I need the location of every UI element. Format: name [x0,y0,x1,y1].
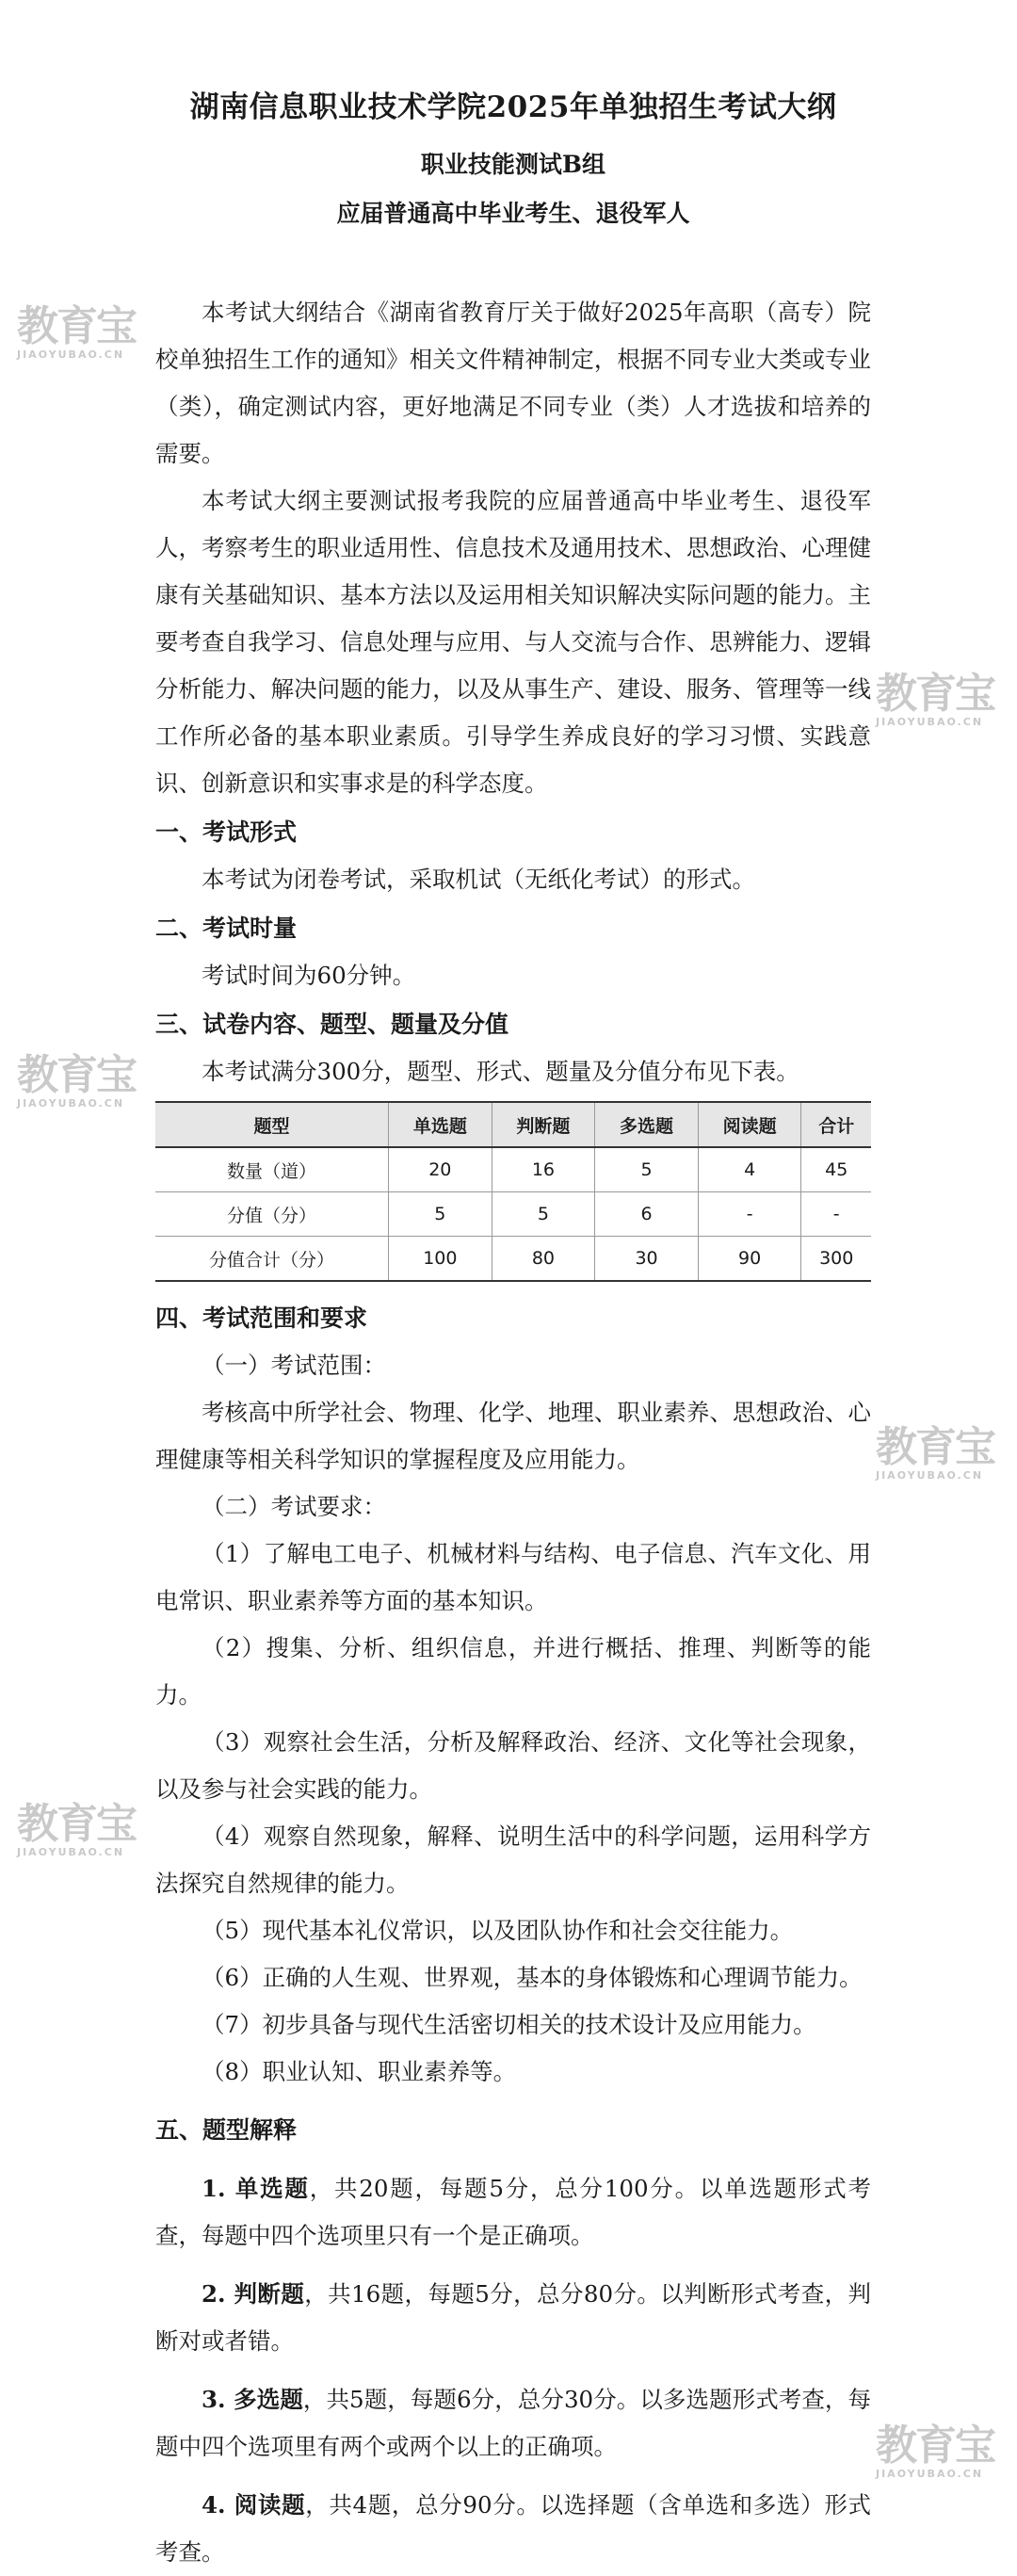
section-text: 考试时间为60分钟。 [202,962,416,989]
question-type-text: ，共16题，每题5分，总分80分。以判断形式考查，判断对或者错。 [155,2280,872,2355]
table-row [155,1147,871,1192]
document-title: 湖南信息职业技术学院2025年单独招生考试大纲 [189,90,837,124]
table-cell: - [698,1192,801,1237]
table-cell: 5 [389,1192,492,1237]
table-header-cell: 题型 [155,1102,389,1147]
question-type-item [155,2271,871,2365]
table-cell: 90 [698,1237,801,1282]
question-type-item [155,2482,871,2576]
subsection-label: （二）考试要求： [202,1493,386,1520]
table-cell: 6 [595,1192,699,1237]
section-text: 本考试满分300分，题型、形式、题量及分值分布见下表。 [202,1058,799,1085]
table-cell: 4 [698,1147,801,1192]
table-cell: 分值合计（分） [155,1237,389,1282]
table-cell: 16 [492,1147,595,1192]
document-page [155,83,871,2576]
question-type-label: 3. 多选题 [202,2386,303,2413]
table-cell: 5 [595,1147,699,1192]
question-type-text: ，共20题，每题5分，总分100分。以单选题形式考查，每题中四个选项里只有一个是正确项。 [155,2175,872,2249]
requirement-item: （8）职业认知、职业素养等。 [202,2058,517,2085]
section-text: 本考试为闭卷考试，采取机试（无纸化考试）的形式。 [202,866,755,893]
table-cell: - [801,1192,871,1237]
question-type-item [155,2376,871,2471]
table-cell: 20 [389,1147,492,1192]
table-cell: 5 [492,1192,595,1237]
watermark-logo: 教育宝 JIAOYUBAO.CN [17,1051,136,1110]
section-heading: 五、题型解释 [155,2116,298,2144]
table-cell: 数量（道） [155,1147,389,1192]
requirement-item: （7）初步具备与现代生活密切相关的技术设计及应用能力。 [202,2011,816,2038]
requirement-item: （4）观察自然现象，解释、说明生活中的科学问题，运用科学方法探究自然规律的能力。 [155,1823,871,1897]
table-header-cell: 阅读题 [698,1102,801,1147]
requirement-item: （6）正确的人生观、世界观，基本的身体锻炼和心理调节能力。 [202,1964,863,1991]
table-header-cell: 判断题 [492,1102,595,1147]
question-type-text: ，共4题，总分90分。以选择题（含单选和多选）形式考查。 [155,2491,871,2566]
section-text: 考核高中所学社会、物理、化学、地理、职业素养、思想政治、心理健康等相关科学知识的掌握程度及应用能力。 [155,1399,871,1473]
table-row [155,1237,871,1282]
table-cell: 45 [801,1147,871,1192]
document-audience: 应届普通高中毕业考生、退役军人 [336,200,690,227]
table-cell: 分值（分） [155,1192,389,1237]
question-type-label: 2. 判断题 [202,2280,305,2308]
document-subtitle: 职业技能测试B组 [420,151,606,178]
watermark-logo: 教育宝 JIAOYUBAO.CN [17,1800,136,1858]
question-type-label: 4. 阅读题 [202,2491,306,2519]
subsection-label: （一）考试范围： [202,1352,386,1379]
watermark-logo: 教育宝 JIAOYUBAO.CN [876,1423,994,1482]
section-heading: 一、考试形式 [155,818,298,846]
score-table [155,1101,871,1282]
intro-paragraph: 本考试大纲主要测试报考我院的应届普通高中毕业考生、退役军人，考察考生的职业适用性、信息技术及通用技术、思想政治、心理健康有关基础知识、基本方法以及运用相关知识解决实际问题的能力。主要考查自我学习、信息处理与应用、与人交流与合作、思辨能力、逻辑分析能力、解决问题的能力，以及从事生产、建设、服务、管理等一线工作所必备的基本职业素质。引导学生养成良好的学习习惯、实践意识、创新意识和实事求是的科学态度。 [155,487,871,797]
question-type-item [155,2165,871,2260]
intro-paragraph: 本考试大纲结合《湖南省教育厅关于做好2025年高职（高专）院校单独招生工作的通知》相关文件精神制定，根据不同专业大类或专业（类），确定测试内容，更好地满足不同专业（类）人才选拔和培养的需要。 [155,299,871,467]
watermark-logo: 教育宝 JIAOYUBAO.CN [17,302,136,361]
watermark-logo: 教育宝 JIAOYUBAO.CN [876,670,994,728]
requirement-item: （1）了解电工电子、机械材料与结构、电子信息、汽车文化、用电常识、职业素养等方面的基本知识。 [155,1540,871,1614]
table-header-row [155,1102,871,1147]
table-cell: 80 [492,1237,595,1282]
table-header-cell: 单选题 [389,1102,492,1147]
table-header-cell: 多选题 [595,1102,699,1147]
requirement-item: （3）观察社会生活，分析及解释政治、经济、文化等社会现象，以及参与社会实践的能力。 [155,1728,871,1803]
section-heading: 三、试卷内容、题型、题量及分值 [155,1011,509,1038]
requirement-item: （5）现代基本礼仪常识，以及团队协作和社会交往能力。 [202,1917,794,1944]
requirement-item: （2）搜集、分析、组织信息，并进行概括、推理、判断等的能力。 [155,1634,871,1709]
section-heading: 四、考试范围和要求 [155,1304,368,1332]
table-header-cell: 合计 [801,1102,871,1147]
table-cell: 100 [389,1237,492,1282]
section-heading: 二、考试时量 [155,915,298,942]
question-type-text: ，共5题，每题6分，总分30分。以多选题形式考查，每题中四个选项里有两个或两个以上的正确项。 [155,2386,871,2460]
question-type-label: 1. 单选题 [202,2175,310,2202]
watermark-logo: 教育宝 JIAOYUBAO.CN [876,2422,994,2480]
table-cell: 300 [801,1237,871,1282]
table-cell: 30 [595,1237,699,1282]
table-row [155,1192,871,1237]
